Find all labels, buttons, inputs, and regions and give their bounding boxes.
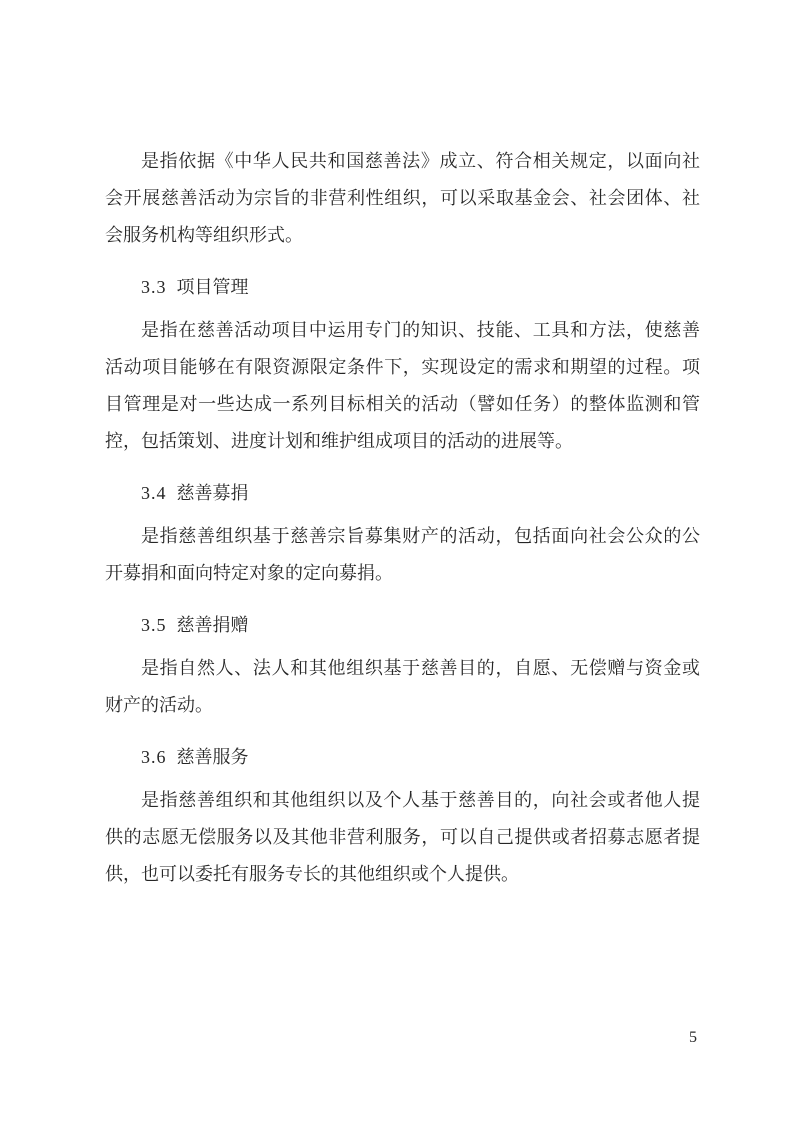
text-line: 是指在慈善活动项目中运用专门的知识、技能、工具和方法，使慈善 bbox=[141, 320, 700, 340]
section-heading bbox=[105, 739, 700, 776]
section-title: 慈善募捐 bbox=[176, 483, 249, 503]
text-line: 是指依据《中华人民共和国慈善法》成立、符合相关规定，以面向社 bbox=[141, 151, 700, 171]
section-number: 3.4 bbox=[141, 483, 167, 503]
text-line: 财产的活动。 bbox=[105, 695, 213, 715]
text-line: 是指慈善组织基于慈善宗旨募集财产的活动，包括面向社会公众的公 bbox=[141, 526, 700, 546]
text-line: 供，也可以委托有服务专长的其他组织或个人提供。 bbox=[105, 864, 519, 884]
text-line: 会服务机构等组织形式。 bbox=[105, 225, 303, 245]
page-number: 5 bbox=[689, 1029, 697, 1046]
text-line: 会开展慈善活动为宗旨的非营利性组织，可以采取基金会、社会团体、社 bbox=[105, 188, 700, 208]
section-heading bbox=[105, 475, 700, 512]
section-number: 3.6 bbox=[141, 747, 167, 767]
text-line: 开募捐和面向特定对象的定向募捐。 bbox=[105, 563, 393, 583]
document-body bbox=[105, 143, 700, 893]
paragraph bbox=[105, 650, 700, 724]
section-heading bbox=[105, 269, 700, 306]
section-number: 3.3 bbox=[141, 277, 167, 297]
section-title: 项目管理 bbox=[176, 277, 249, 297]
paragraph bbox=[105, 518, 700, 592]
paragraph bbox=[105, 782, 700, 893]
section-title: 慈善捐赠 bbox=[176, 615, 249, 635]
text-line: 是指自然人、法人和其他组织基于慈善目的，自愿、无偿赠与资金或 bbox=[141, 658, 700, 678]
section-title: 慈善服务 bbox=[176, 747, 249, 767]
text-line: 目管理是对一些达成一系列目标相关的活动（譬如任务）的整体监测和管 bbox=[105, 394, 700, 414]
text-line: 活动项目能够在有限资源限定条件下，实现设定的需求和期望的过程。项 bbox=[105, 357, 700, 377]
paragraph bbox=[105, 312, 700, 460]
section-heading bbox=[105, 607, 700, 644]
text-line: 控，包括策划、进度计划和维护组成项目的活动的进展等。 bbox=[105, 431, 573, 451]
section-number: 3.5 bbox=[141, 615, 167, 635]
text-line: 供的志愿无偿服务以及其他非营利服务，可以自己提供或者招募志愿者提 bbox=[105, 827, 700, 847]
text-line: 是指慈善组织和其他组织以及个人基于慈善目的，向社会或者他人提 bbox=[141, 790, 700, 810]
paragraph bbox=[105, 143, 700, 254]
